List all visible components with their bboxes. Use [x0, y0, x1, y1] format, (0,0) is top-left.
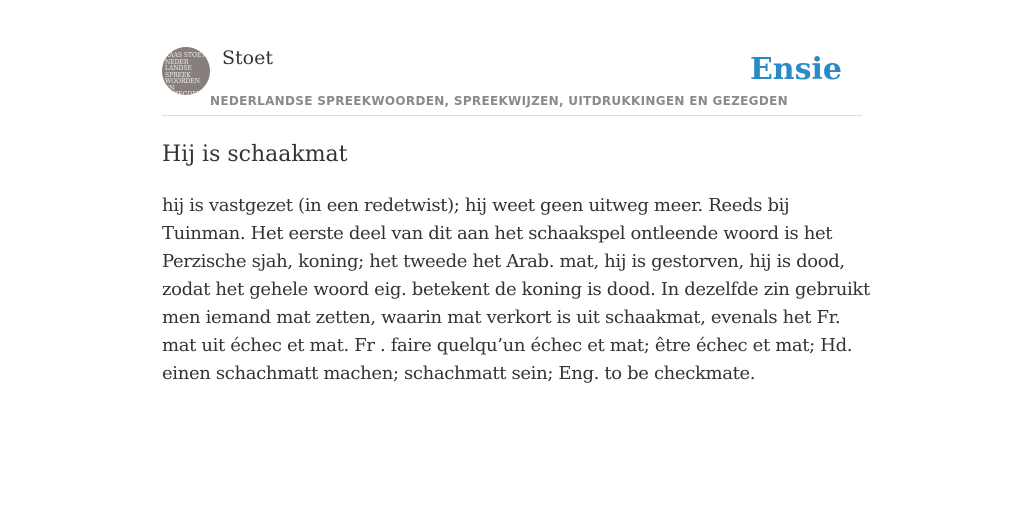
source-subtitle[interactable]: NEDERLANDSE SPREEKWOORDEN, SPREEKWIJZEN, UITDRUKKINGEN EN GEZEGDEN: [210, 94, 788, 108]
entry-body: hij is vastgezet (in een redetwist); hij weet geen uitweg meer. Reeds bij Tuinman. Het eerste deel van dit aan het schaakspel ontleende woord is het Perzische sjah, koning; het tweede het Arab. mat, hij is gestorven, hij is dood, zodat het gehele woord eig. betekent de koning is dood. In dezelfde zin gebruikt men iemand mat zetten, waarin mat verkort is uit schaakmat, evenals het Fr. mat uit échec et mat. Fr . faire quelqu’un échec et mat; être échec et mat; Hd. einen schachmatt machen; schachmatt sein; Eng. to be checkmate.: [162, 195, 870, 384]
entry-title: Hij is schaakmat: [162, 142, 348, 167]
author-name[interactable]: Stoet: [222, 47, 273, 69]
brand-logo[interactable]: Ensie: [749, 52, 842, 87]
avatar-book-cover-text: KAAS STOET NEDER LANDSE SPREEK WOORDEN EN GEZEGDEN: [165, 52, 206, 95]
author-avatar[interactable]: [162, 47, 210, 95]
header: [162, 44, 862, 116]
